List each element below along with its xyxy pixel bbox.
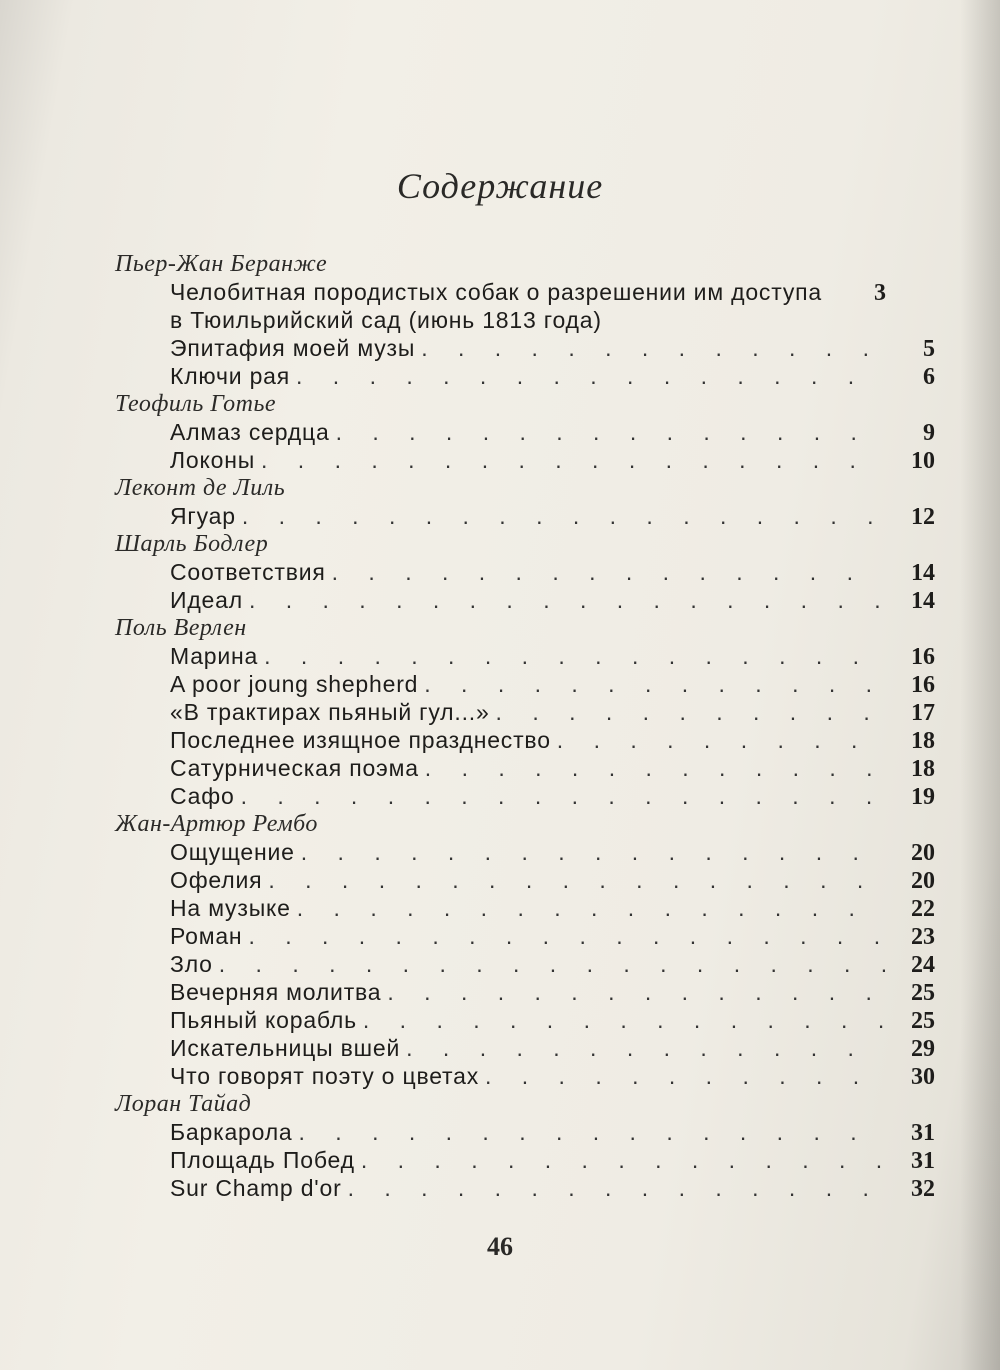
dot-leader bbox=[332, 558, 885, 586]
entry-page-number: 12 bbox=[911, 504, 935, 530]
page-number: 46 bbox=[487, 1232, 513, 1261]
entry-title: Сатурническая поэма bbox=[170, 755, 419, 781]
toc-section bbox=[115, 810, 935, 1090]
entry-title: A poor joung shepherd bbox=[170, 671, 419, 697]
dot-leader bbox=[242, 502, 885, 530]
entry-page-number: 25 bbox=[911, 980, 935, 1006]
toc-section bbox=[115, 390, 935, 474]
entry-title: Ощущение bbox=[170, 839, 295, 865]
toc-entry bbox=[115, 922, 935, 950]
entry-title: Искательницы вшей bbox=[170, 1035, 401, 1061]
entry-title: Ключи рая bbox=[170, 363, 291, 389]
toc-entry bbox=[115, 894, 935, 922]
entry-page-number: 16 bbox=[911, 644, 935, 670]
dot-leader bbox=[336, 418, 885, 446]
entry-title: Пьяный корабль bbox=[170, 1007, 357, 1033]
author-heading: Пьер-Жан Беранже bbox=[115, 251, 328, 277]
dot-leader bbox=[485, 1062, 885, 1090]
page-title: Содержание bbox=[396, 166, 604, 206]
entry-page-number: 18 bbox=[911, 756, 935, 782]
dot-leader bbox=[557, 726, 885, 754]
toc-entry bbox=[115, 278, 935, 334]
entry-page-number: 24 bbox=[911, 952, 935, 978]
entry-page-number: 3 bbox=[874, 280, 886, 306]
author-heading: Шарль Бодлер bbox=[115, 531, 269, 557]
author-heading: Жан-Артюр Рембо bbox=[115, 811, 318, 837]
entry-title: Алмаз сердца bbox=[170, 419, 330, 445]
toc-section bbox=[115, 530, 935, 614]
toc-section bbox=[115, 614, 935, 810]
entry-page-number: 23 bbox=[911, 924, 935, 950]
dot-leader bbox=[261, 446, 885, 474]
author-heading: Теофиль Готье bbox=[115, 391, 277, 417]
entry-title: Ягуар bbox=[170, 503, 236, 529]
entry-title: Последнее изящное празднество bbox=[170, 727, 551, 753]
toc-entry bbox=[115, 670, 935, 698]
dot-leader bbox=[421, 334, 885, 362]
entry-page-number: 14 bbox=[911, 588, 935, 614]
toc-entry bbox=[115, 558, 935, 586]
toc-section bbox=[115, 250, 935, 390]
entry-title: Sur Champ d'or bbox=[170, 1175, 342, 1201]
entry-page-number: 25 bbox=[911, 1008, 935, 1034]
entry-title: На музыке bbox=[170, 895, 291, 921]
entry-title: Соответствия bbox=[170, 559, 326, 585]
toc-entry bbox=[115, 502, 935, 530]
toc-entry bbox=[115, 726, 935, 754]
entry-title: Зло bbox=[170, 951, 213, 977]
dot-leader bbox=[241, 782, 885, 810]
toc-entry bbox=[115, 1118, 935, 1146]
entry-page-number: 6 bbox=[923, 364, 935, 390]
entry-page-number: 30 bbox=[911, 1064, 935, 1090]
entry-page-number: 20 bbox=[911, 868, 935, 894]
dot-leader bbox=[268, 866, 885, 894]
entry-title: Эпитафия моей музы bbox=[170, 335, 416, 361]
entry-title: Баркарола bbox=[170, 1119, 293, 1145]
toc-entry bbox=[115, 1146, 935, 1174]
entry-page-number: 20 bbox=[911, 840, 935, 866]
dot-leader bbox=[348, 1174, 885, 1202]
dot-leader bbox=[496, 698, 885, 726]
dot-leader bbox=[363, 1006, 885, 1034]
entry-page-number: 10 bbox=[911, 448, 935, 474]
toc-entry bbox=[115, 866, 935, 894]
toc-entry bbox=[115, 362, 935, 390]
dot-leader bbox=[301, 838, 885, 866]
entry-title: Что говорят поэту о цветах bbox=[170, 1063, 479, 1089]
entry-title: Локоны bbox=[170, 447, 256, 473]
dot-leader bbox=[406, 1034, 885, 1062]
toc-entry bbox=[115, 838, 935, 866]
toc-entry bbox=[115, 1062, 935, 1090]
author-heading: Леконт де Лиль bbox=[115, 475, 286, 501]
entry-page-number: 32 bbox=[911, 1176, 935, 1202]
entry-page-number: 17 bbox=[911, 700, 935, 726]
entry-title: Вечерняя молитва bbox=[170, 979, 382, 1005]
entry-page-number: 31 bbox=[911, 1148, 935, 1174]
table-of-contents bbox=[115, 250, 935, 1202]
dot-leader bbox=[424, 670, 885, 698]
dot-leader bbox=[299, 1118, 885, 1146]
dot-leader bbox=[264, 642, 885, 670]
toc-entry bbox=[115, 642, 935, 670]
dot-leader bbox=[387, 978, 885, 1006]
dot-leader bbox=[248, 922, 885, 950]
dot-leader bbox=[296, 362, 885, 390]
toc-entry bbox=[115, 586, 935, 614]
entry-page-number: 9 bbox=[923, 420, 935, 446]
entry-page-number: 19 bbox=[911, 784, 935, 810]
entry-page-number: 18 bbox=[911, 728, 935, 754]
entry-page-number: 16 bbox=[911, 672, 935, 698]
toc-entry bbox=[115, 698, 935, 726]
entry-title: Марина bbox=[170, 643, 259, 669]
entry-title: Роман bbox=[170, 923, 243, 949]
toc-entry bbox=[115, 978, 935, 1006]
toc-section bbox=[115, 1090, 935, 1202]
toc-entry bbox=[115, 1034, 935, 1062]
toc-entry bbox=[115, 446, 935, 474]
author-heading: Поль Верлен bbox=[115, 615, 247, 641]
entry-title: Челобитная породистых собак о разрешении им доступа в Тюильрийский сад (июнь 1813 года) bbox=[170, 279, 822, 333]
entry-title: Идеал bbox=[170, 587, 243, 613]
toc-entry bbox=[115, 754, 935, 782]
toc-entry bbox=[115, 782, 935, 810]
dot-leader bbox=[425, 754, 885, 782]
entry-page-number: 5 bbox=[923, 336, 935, 362]
toc-entry bbox=[115, 950, 935, 978]
entry-page-number: 31 bbox=[911, 1120, 935, 1146]
entry-title: Сафо bbox=[170, 783, 235, 809]
toc-entry bbox=[115, 1174, 935, 1202]
entry-title: Офелия bbox=[170, 867, 263, 893]
toc-entry bbox=[115, 418, 935, 446]
entry-title: Площадь Побед bbox=[170, 1147, 355, 1173]
toc-entry bbox=[115, 334, 935, 362]
dot-leader bbox=[297, 894, 885, 922]
toc-section bbox=[115, 474, 935, 530]
dot-leader bbox=[219, 950, 885, 978]
dot-leader bbox=[249, 586, 885, 614]
entry-title: «В трактирах пьяный гул...» bbox=[170, 699, 490, 725]
entry-page-number: 14 bbox=[911, 560, 935, 586]
toc-entry bbox=[115, 1006, 935, 1034]
entry-page-number: 22 bbox=[911, 896, 935, 922]
entry-page-number: 29 bbox=[911, 1036, 935, 1062]
dot-leader bbox=[361, 1146, 885, 1174]
author-heading: Лоран Тайад bbox=[115, 1091, 252, 1117]
